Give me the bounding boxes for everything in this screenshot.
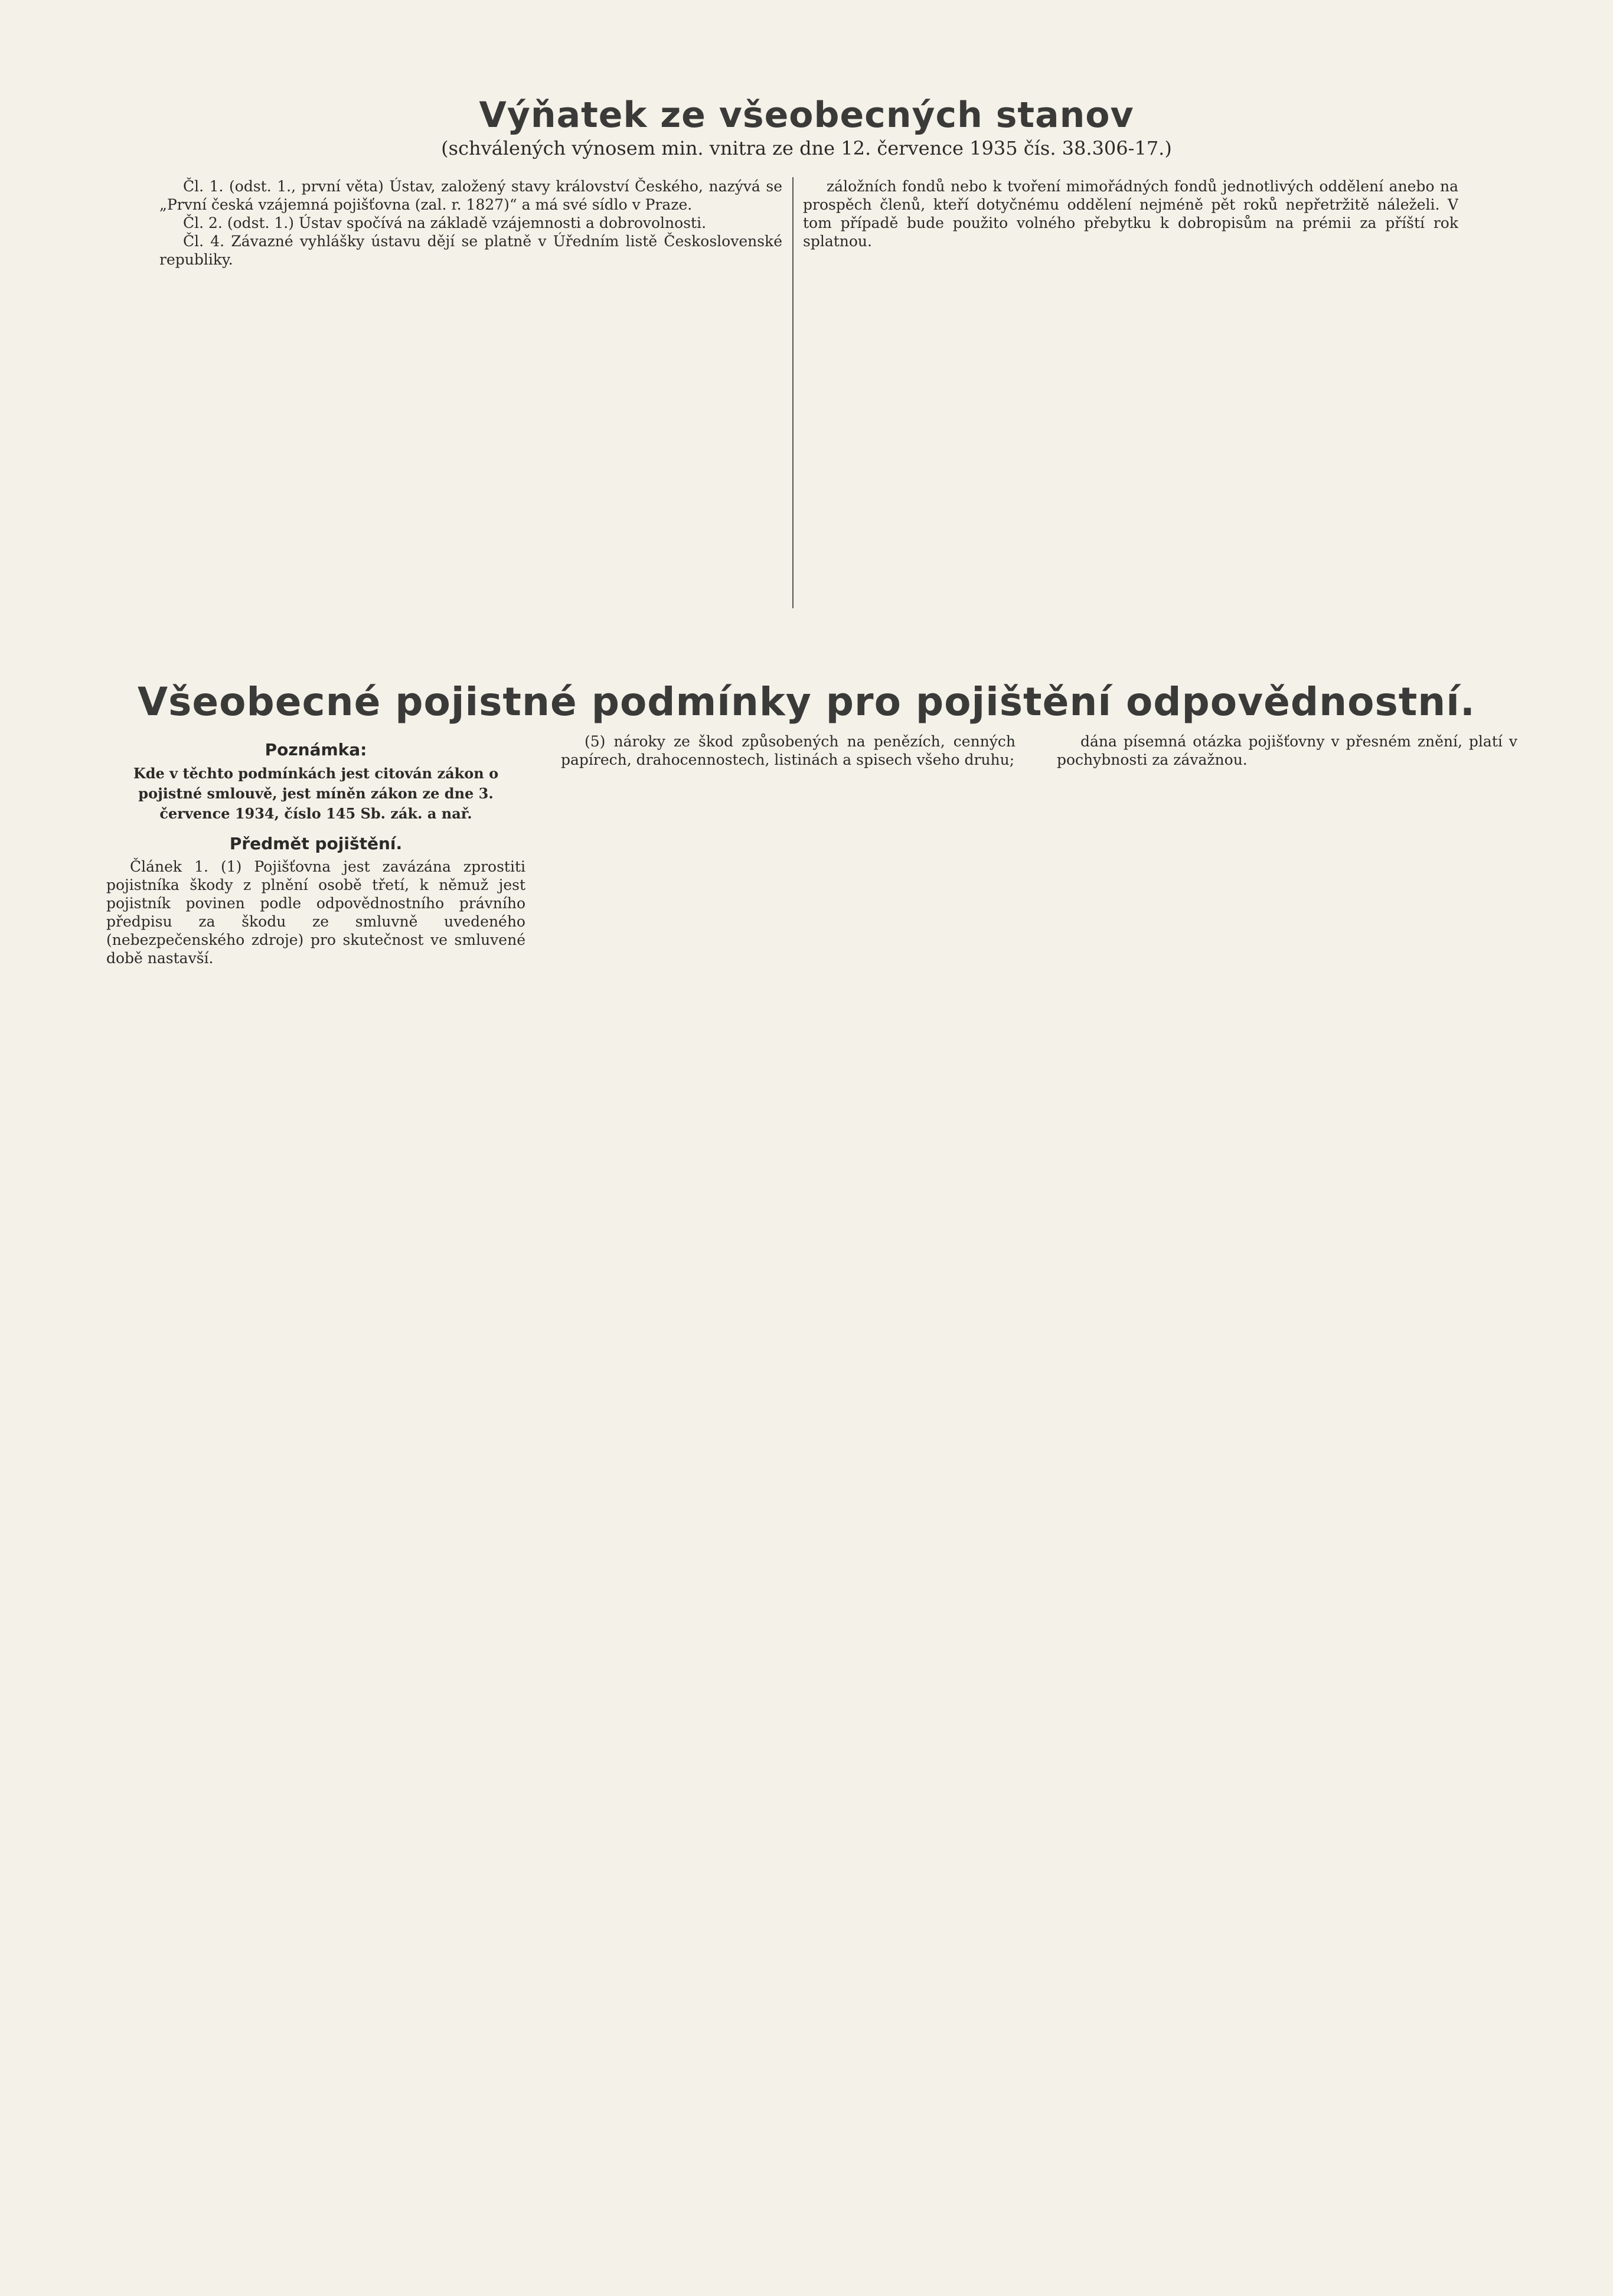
paragraph: Článek 1. (1) Pojišťovna jest zavázána zprostiti pojistníka škody z plnění osobě třetí, k němuž jest pojistník povinen podle odpovědnostního právního předpisu za škodu ze smluvně uvedeného (nebezpečenského zdroje) pro skutečnost ve smluvené době nastavší.: [106, 858, 525, 967]
paragraph: záložních fondů nebo k tvoření mimořádných fondů jednotlivých oddělení anebo na prospěch členů, kteří dotyčnému oddělení nejméně pět roků nepřetržitě náleželi. V tom případě bude použito volného přebytku k dobropisům na prémii za příští rok splatnou.: [803, 178, 1458, 250]
note-paragraph: Kde v těchto podmínkách jest citován zákon o pojistné smlouvě, jest míněn zákon ze dne 3. července 1934, číslo 145 Sb. zák. a nař.: [133, 765, 499, 822]
chapter-heading: Předmět pojištění.: [229, 834, 403, 853]
paragraph: Čl. 2. (odst. 1.) Ústav spočívá na základě vzájemnosti a dobrovolnosti.: [183, 214, 707, 231]
paragraph: (5) nároky ze škod způsobených na penězích, cenných papírech, drahocennostech, listinách a spisech všeho druhu;: [561, 733, 1016, 768]
section-title-conditions: Všeobecné pojistné podmínky pro pojištění odpovědnostní.: [137, 679, 1475, 725]
conditions-left-column: [106, 732, 525, 2244]
paragraph: dána písemná otázka pojišťovny v přesném znění, platí v pochybnosti za závažnou.: [1057, 733, 1517, 768]
statutes-left-column: [159, 177, 782, 608]
paragraph: Čl. 4. Závazné vyhlášky ústavu dějí se platně v Úředním listě Československé republiky.: [159, 233, 782, 268]
statutes-right-column: [803, 177, 1458, 608]
column-divider: [792, 177, 794, 608]
note-heading: Poznámka:: [265, 740, 367, 759]
section-title-statutes: Výňatek ze všeobecných stanov: [479, 94, 1134, 136]
paragraph: Čl. 1. (odst. 1., první věta) Ústav, založený stavy království Českého, nazývá se „První česká vzájemná pojišťovna (zal. r. 1827)“ a má své sídlo v Praze.: [159, 178, 782, 213]
conditions-middle-column: [561, 732, 1016, 2244]
statutes-subtitle: (schválených výnosem min. vnitra ze dne 12. července 1935 čís. 38.306-17.): [441, 137, 1172, 159]
conditions-right-column: [1057, 732, 1517, 2244]
